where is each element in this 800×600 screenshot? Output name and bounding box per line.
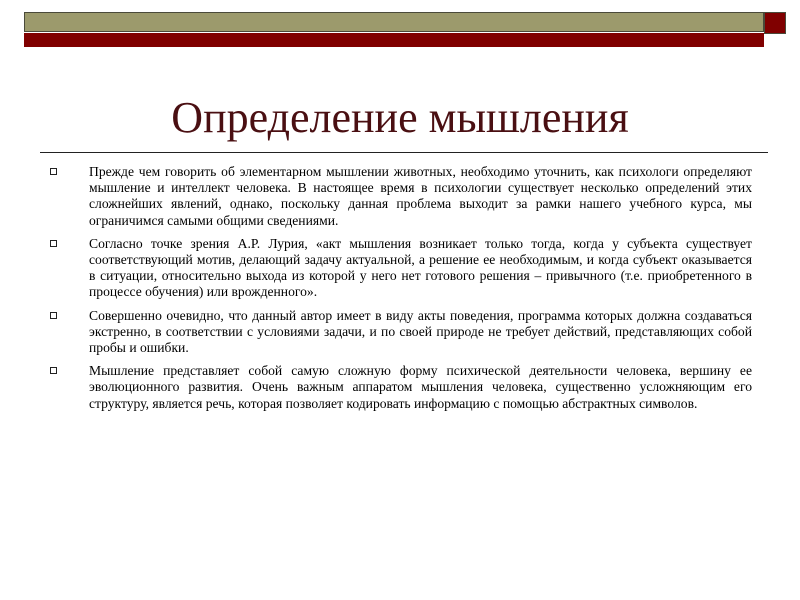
header-band-maroon (24, 33, 764, 47)
square-bullet-icon (50, 240, 57, 247)
square-bullet-icon (50, 367, 57, 374)
header-band-olive (24, 12, 764, 32)
bullet-text: Согласно точке зрения А.Р. Лурия, «акт мышления возникает только тогда, когда у субъекта существует соответствующий мотив, делающий задачу актуальной, а решение ее необходимым, и когда субъект оказывается в ситуации, относительно выхода из которой у него нет готового решения – привычного (т.е. приобретенного в процессе обучения) или врожденного». (89, 235, 752, 300)
title-divider (40, 152, 768, 153)
bullet-text: Мышление представляет собой самую сложную форму психической деятельности человека, вершину ее эволюционного развития. Очень важным аппаратом мышления человека, существенно усложняющим его структуру, является речь, которая позволяет кодировать информацию с помощью абстрактных символов. (89, 363, 752, 411)
bullet-text: Прежде чем говорить об элементарном мышлении животных, необходимо уточнить, как психологи определяют мышление и интеллект человека. В настоящее время в психологии существует несколько определений этих сложнейших явлений, однако, поскольку данная проблема выходит за рамки нашего учебного курса, мы ограничимся самыми общими сведениями. (89, 164, 752, 228)
bullet-item (48, 164, 752, 229)
square-bullet-icon (50, 168, 57, 175)
square-bullet-icon (50, 312, 57, 319)
bullet-item (48, 363, 752, 412)
bullet-item (48, 308, 752, 357)
corner-square-decoration (764, 12, 786, 34)
bullet-list (48, 164, 752, 419)
bullet-item (48, 236, 752, 301)
bullet-text: Совершенно очевидно, что данный автор имеет в виду акты поведения, программа которых должна создаваться экстренно, в соответствии с условиями задачи, и по своей природе не требует действий, представляющих собой пробы и ошибки. (89, 307, 752, 356)
slide-title: Определение мышления (171, 93, 629, 142)
